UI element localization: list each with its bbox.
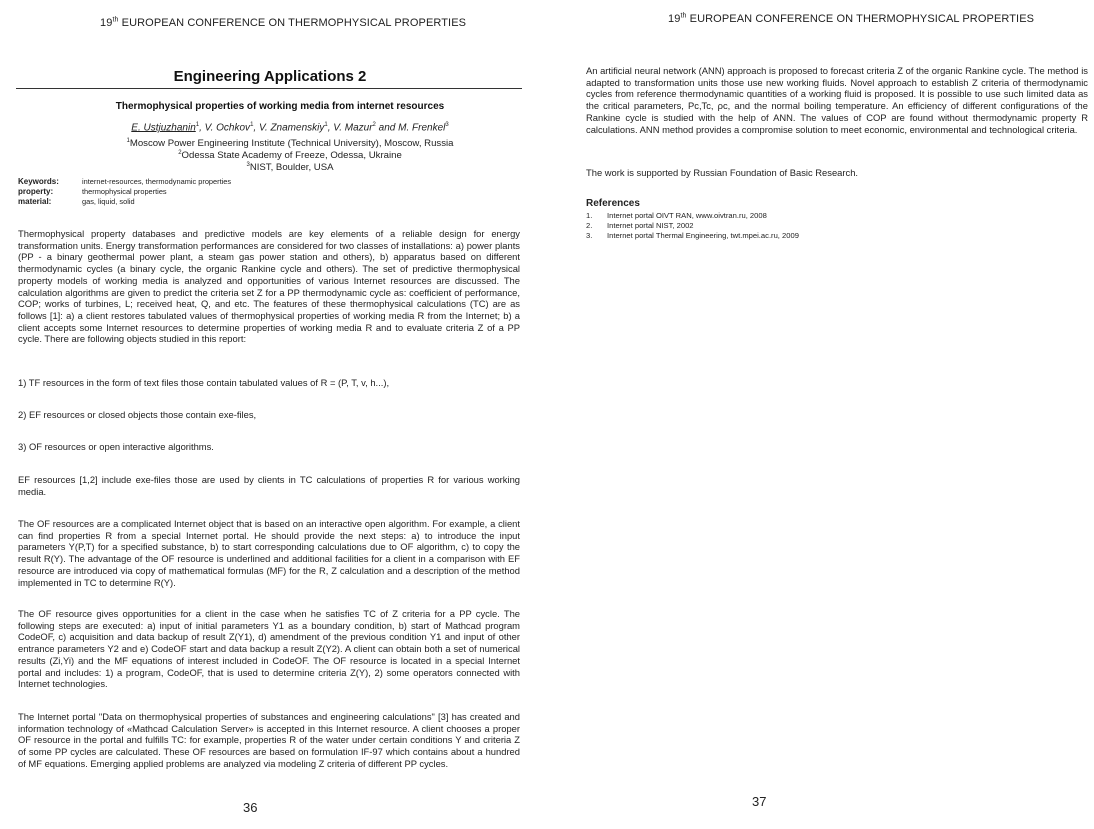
affiliation-text: Odessa State Academy of Freeze, Odessa, Ukraine — [181, 150, 402, 162]
reference-item — [586, 231, 799, 240]
keyword-row — [18, 187, 167, 196]
author-name: V. Ochkov — [204, 122, 251, 134]
title-divider — [16, 88, 522, 89]
body-paragraph: Thermophysical property databases and predictive models are key elements of a reliable design for energy transformation units. Energy transformation performances are considered for two classes of installations: a) power plants (PP - a binary geothermal power plant, a steam gas power station and others), b) apparatus based on different thermodynamic cycles (a binary cycle, the organic Rankine cycle and others). The set of predictive thermophysical property models of working media is analyzed and opportunities of various Internet resources are discussed. The calculation algorithms are given to predict the criteria set Z for a PP thermodynamic cycle as: coefficient of performance, COP; works of turbines, L; received heat, Q, and etc. The features of these thermophysical calculations (TC) are as follows [1]: a) a client restores tabulated values of thermophysical properties of working media R from the Internet; b) a client accepts some Internet resources to determine properties of working media R and to evaluate criteria Z of a PP cycle. There are following objects studied in this report: — [18, 228, 520, 345]
right-page — [566, 0, 1094, 829]
affiliation-text: NIST, Boulder, USA — [249, 162, 334, 174]
keyword-value: gas, liquid, solid — [82, 197, 135, 206]
affiliation — [0, 138, 580, 149]
reference-number: 1. — [586, 211, 593, 220]
conference-header — [100, 16, 466, 29]
keyword-label: property: — [18, 187, 54, 196]
body-paragraph: The OF resources are a complicated Internet object that is based on an interactive open algorithm. For example, a client can find properties R from a special Internet portal. He should provide the next steps: a) to introduce the input parameters Y(P,T) for a specified substance, b) to start corresponding calculations due to OF algorithm, c) to copy the result R(Y). The advantage of the OF resource is underlined and additional facilities for a client in a comparison with EF resource are introduced via copy of mathematical formulas (MF) for the R, Z calculation and a description of the method implemented in TC to determine R(Y). — [18, 518, 520, 588]
body-paragraph: EF resources [1,2] include exe-files those are used by clients in TC calculations of properties R for various working media. — [18, 474, 520, 497]
conference-header — [668, 12, 1034, 25]
header-text: 19th EUROPEAN CONFERENCE ON THERMOPHYSICAL PROPERTIES — [100, 16, 467, 29]
keyword-row — [18, 197, 135, 206]
keyword-value: thermophysical properties — [82, 187, 167, 196]
author-name: E. Ustjuzhanin — [131, 122, 196, 134]
body-paragraph: The Internet portal "Data on thermophysical properties of substances and engineering calculations" [3] has created and information technology of «Mathcad Calculation Server» is accepted in this Internet resource. A client chooses a proper OF resource in the portal and fulfills TC: for example, properties R of the water under certain conditions Y and criteria Z of some PP cycles are calculated. These OF resources are based on formulation IF-97 which contains about a hundred of MF equations. Emerging applied problems are analyzed via modeling Z criteria of different PP cycles. — [18, 711, 520, 769]
author-affiliation-mark: 1 — [324, 122, 328, 128]
author-affiliation-mark: 3 — [445, 122, 449, 128]
affiliation — [0, 150, 580, 161]
author-name: V. Mazur — [333, 122, 373, 134]
author-name: V. Znamenskiy — [258, 122, 325, 134]
body-paragraph: An artificial neural network (ANN) approach is proposed to forecast criteria Z of the organic Rankine cycle. The method is adapted to transformation units those use new working fluids. Novel approach to establish Z criteria of thermodynamic cycles from reference thermodynamic quantities of a working fluid is proposed. It is possible to use such limited data as the critical parameters, Pc,Tc, ρc, and the normal boiling temperature. An efficiency of different configurations of the Rankine cycle is studied with the help of ANN. The values of COP are found without thermodynamic property R calculations. ANN method provides a compromise solution to meet economic, environmental and technological criteria. — [586, 65, 1088, 135]
reference-item — [586, 221, 694, 230]
reference-item — [586, 211, 767, 220]
left-page — [0, 0, 540, 829]
header-text: 19th EUROPEAN CONFERENCE ON THERMOPHYSICAL PROPERTIES — [668, 12, 1035, 25]
reference-number: 3. — [586, 231, 593, 240]
author-affiliation-mark: 1 — [250, 122, 254, 128]
list-item: 3) OF resources or open interactive algorithms. — [18, 441, 214, 452]
reference-text: Internet portal Thermal Engineering, twt.mpei.ac.ru, 2009 — [607, 231, 799, 240]
keyword-label: material: — [18, 197, 52, 206]
page-number: 36 — [243, 800, 258, 815]
references-heading: References — [586, 198, 640, 209]
keyword-row — [18, 177, 231, 186]
author-name: M. Frenkel — [398, 122, 446, 134]
body-paragraph: The OF resource gives opportunities for a client in the case when he satisfies TC of Z criteria for a PP cycle. The following steps are executed: a) input of initial parameters Y1 as a boundary condition, b) start of Mathcad program CodeOF, c) acquisition and data backup of result Z(Y1), d) amendment of the previous condition Y1 and input of other entrance parameters Y2 and e) CodeOF start and data backup a result Z(Y2). A client can obtain both a set of numerical results (Zi,Yi) and the MF equations of interest included in CodeOF. The OF resource is located in a special Internet portal and includes: 1) a program, CodeOF, that is used to determine criteria Z(Y), 2) some operators connected with Internet technologies. — [18, 608, 520, 690]
page-number: 37 — [752, 794, 767, 809]
affiliation-mark: 3 — [246, 162, 250, 168]
affiliation-mark: 2 — [178, 150, 182, 156]
author-affiliation-mark: 1 — [195, 122, 200, 128]
acknowledgement: The work is supported by Russian Foundation of Basic Research. — [586, 167, 859, 178]
author-affiliation-mark: 2 — [372, 122, 376, 128]
affiliation-mark: 1 — [126, 138, 130, 144]
affiliation-text: Moscow Power Engineering Institute (Technical University), Moscow, Russia — [129, 138, 454, 150]
author-list: E. Ustjuzhanin$^1$, V. Ochkov$^1$, V. Znamenskiy$^1$, V. Mazur$^2$ and M. Frenkel$^3$ — [131, 122, 449, 134]
keyword-label: Keywords: — [18, 177, 59, 186]
reference-number: 2. — [586, 221, 593, 230]
reference-text: Internet portal OIVT RAN, www.oivtran.ru, 2008 — [607, 211, 767, 220]
list-item: 1) TF resources in the form of text files those contain tabulated values of R = (P, T, v, h...), — [18, 377, 390, 388]
affiliation — [0, 162, 580, 173]
reference-text: Internet portal NIST, 2002 — [607, 221, 694, 230]
list-item: 2) EF resources or closed objects those contain exe-files, — [18, 409, 257, 420]
section-title: Engineering Applications 2 — [173, 68, 367, 85]
paper-title: Thermophysical properties of working media from internet resources — [115, 101, 445, 112]
keyword-value: internet-resources, thermodynamic properties — [82, 177, 232, 186]
